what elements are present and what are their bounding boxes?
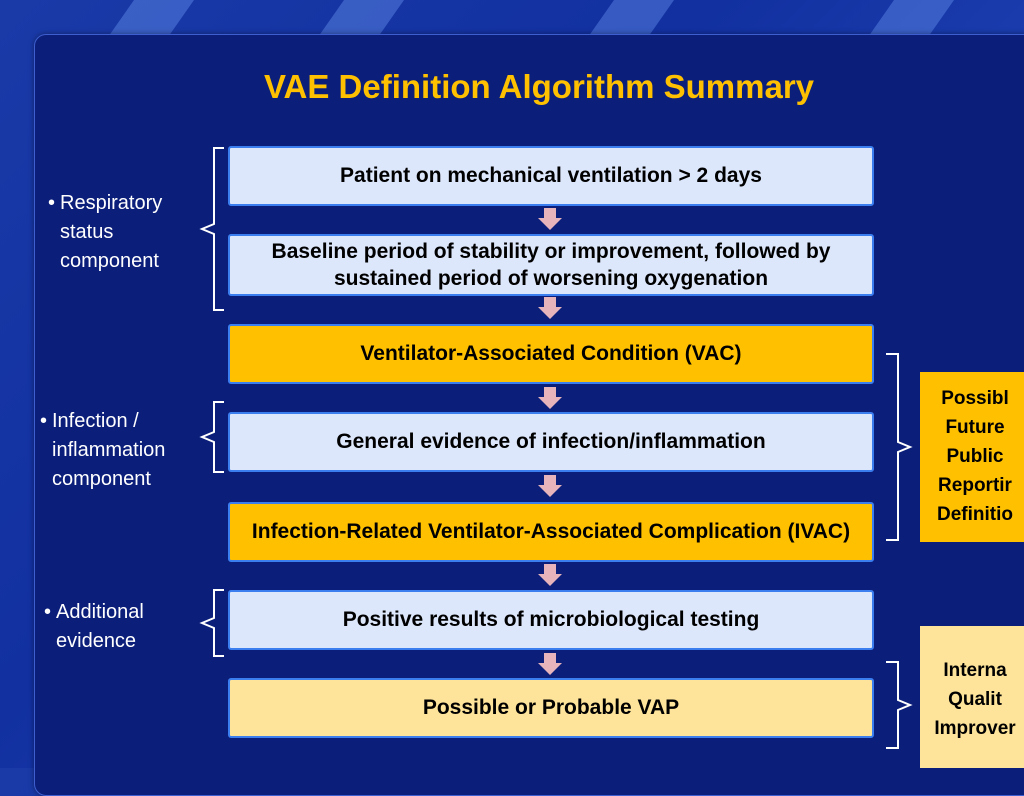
step-baseline-worsening: Baseline period of stability or improvement, followed by sustained period of worsening oxygenation: [228, 234, 874, 296]
label-line: Improver: [934, 718, 1016, 739]
label-line: Future: [945, 417, 1005, 438]
label-line: Additional: [56, 601, 144, 623]
left-brace-icon: [198, 146, 228, 312]
bullet-icon: •: [48, 192, 56, 214]
step-vac: Ventilator-Associated Condition (VAC): [228, 324, 874, 384]
label-line: Possibl: [941, 388, 1009, 409]
label-line: evidence: [56, 630, 137, 652]
right-brace-icon: [882, 660, 914, 750]
slide-title: VAE Definition Algorithm Summary: [263, 68, 815, 105]
step-possible-probable-vap: Possible or Probable VAP: [228, 678, 874, 738]
additional-evidence-label: [44, 598, 144, 656]
step-infection-evidence: General evidence of infection/inflammation: [228, 412, 874, 472]
public-reporting-box: [920, 372, 1024, 542]
down-arrow-icon: [538, 564, 562, 586]
bullet-icon: •: [40, 410, 48, 432]
left-brace-icon: [198, 400, 228, 474]
down-arrow-icon: [538, 653, 562, 675]
label-line: status: [60, 221, 114, 243]
right-brace-icon: [882, 352, 914, 542]
step-microbiological-testing: Positive results of microbiological testing: [228, 590, 874, 650]
label-line: inflammation: [52, 439, 166, 461]
respiratory-status-label: [48, 189, 163, 276]
down-arrow-icon: [538, 475, 562, 497]
left-brace-icon: [198, 588, 228, 658]
step-mechanical-ventilation: Patient on mechanical ventilation > 2 days: [228, 146, 874, 206]
step-ivac: Infection-Related Ventilator-Associated Complication (IVAC): [228, 502, 874, 562]
label-line: component: [60, 250, 159, 272]
label-line: Reportir: [938, 475, 1012, 496]
label-line: component: [52, 468, 151, 490]
down-arrow-icon: [538, 387, 562, 409]
label-line: Definitio: [937, 504, 1013, 525]
label-line: Interna: [943, 660, 1007, 681]
label-line: Public: [946, 446, 1004, 467]
bullet-icon: •: [44, 601, 52, 623]
internal-quality-box: [920, 626, 1024, 768]
label-line: Infection /: [52, 410, 139, 432]
down-arrow-icon: [538, 297, 562, 319]
label-line: Qualit: [948, 689, 1002, 710]
infection-inflammation-label: [40, 407, 166, 494]
label-line: Respiratory: [60, 192, 163, 214]
down-arrow-icon: [538, 208, 562, 230]
